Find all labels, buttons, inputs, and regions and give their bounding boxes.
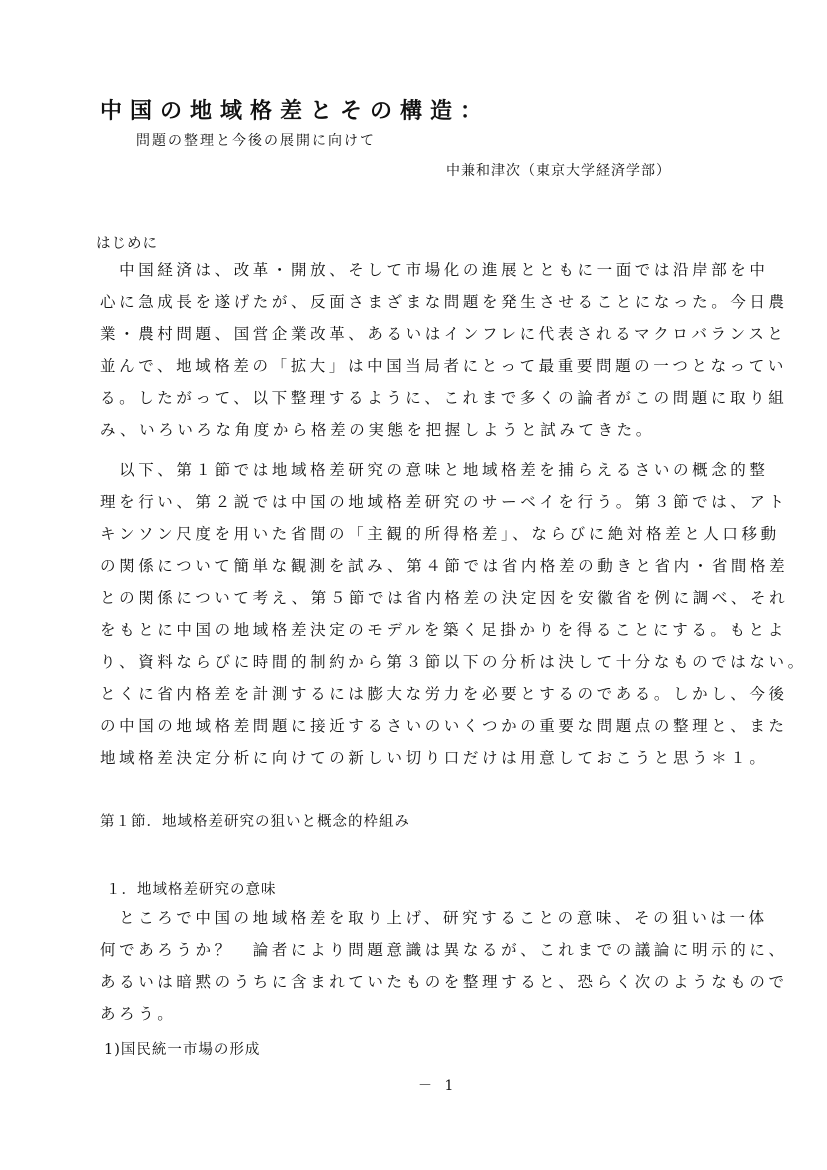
subsection-1-heading: １．地域格差研究の意味 <box>106 882 277 898</box>
document-author: 中兼和津次（東京大学経済学部） <box>446 163 671 179</box>
document-title: 中国の地域格差とその構造： <box>100 98 491 124</box>
paragraph-line: とくに省内格差を計測するには膨大な労力を必要とするのである。しかし、今後 <box>100 685 788 703</box>
paragraph-line: 理を行い、第２説では中国の地域格差研究のサーベイを行う。第３節では、アト <box>100 493 788 511</box>
paragraph-line: 心に急成長を遂げたが、反面さまざまな問題を発生させることになった。今日農 <box>100 293 788 311</box>
document-subtitle: 問題の整理と今後の展開に向けて <box>136 133 376 149</box>
paragraph-line: 以下、第１節では地域格差研究の意味と地域格差を捕らえるさいの概念的整 <box>100 461 769 479</box>
intro-heading: はじめに <box>96 236 158 252</box>
paragraph-line: 中国経済は、改革・開放、そして市場化の進展とともに一面では沿岸部を中 <box>100 261 769 279</box>
paragraph-line: 地域格差決定分析に向けての新しい切り口だけは用意しておこうと思う＊１。 <box>100 749 769 767</box>
paragraph-line: 業・農村問題、国営企業改革、あるいはインフレに代表されるマクロバランスと <box>100 325 787 343</box>
paragraph-line: との関係について考え、第５節では省内格差の決定因を安徽省を例に調べ、それ <box>100 589 789 607</box>
paragraph-line: 並んで、地域格差の「拡大」は中国当局者にとって最重要問題の一つとなってい <box>100 357 787 375</box>
paragraph-line: キンソン尺度を用いた省間の「主観的所得格差」、ならびに絶対格差と人口移動 <box>100 525 780 543</box>
paragraph-line: み、いろいろな角度から格差の実態を把握しようと試みてきた。 <box>100 421 655 439</box>
section-1-heading: 第１節．地域格差研究の狙いと概念的枠組み <box>100 814 410 830</box>
paragraph-line: の関係について簡単な観測を試み、第４節では省内格差の動きと省内・省間格差 <box>100 557 789 575</box>
paragraph-line: の中国の地域格差問題に接近するさいのいくつかの重要な問題点の整理と、また <box>100 717 788 735</box>
paragraph-line: り、資料ならびに時間的制約から第３節以下の分析は決して十分なものではない。 <box>100 653 807 671</box>
page-number: － 1 <box>418 1078 458 1094</box>
paragraph-line: ところで中国の地域格差を取り上げ、研究することの意味、その狙いは一体 <box>100 909 768 927</box>
list-item: 1)国民統一市場の形成 <box>104 1042 261 1058</box>
paragraph-line: あるいは暗黙のうちに含まれていたものを整理すると、恐らく次のようなもので <box>100 973 788 991</box>
paragraph-line: 何であろうか？ 論者により問題意識は異なるが、これまでの議論に明示的に、 <box>100 941 788 959</box>
paragraph-line: をもとに中国の地域格差決定のモデルを築く足掛かりを得ることにする。もとよ <box>100 621 787 639</box>
paragraph-line: る。したがって、以下整理するように、これまで多くの論者がこの問題に取り組 <box>100 389 788 407</box>
paragraph-line: あろう。 <box>100 1005 177 1023</box>
